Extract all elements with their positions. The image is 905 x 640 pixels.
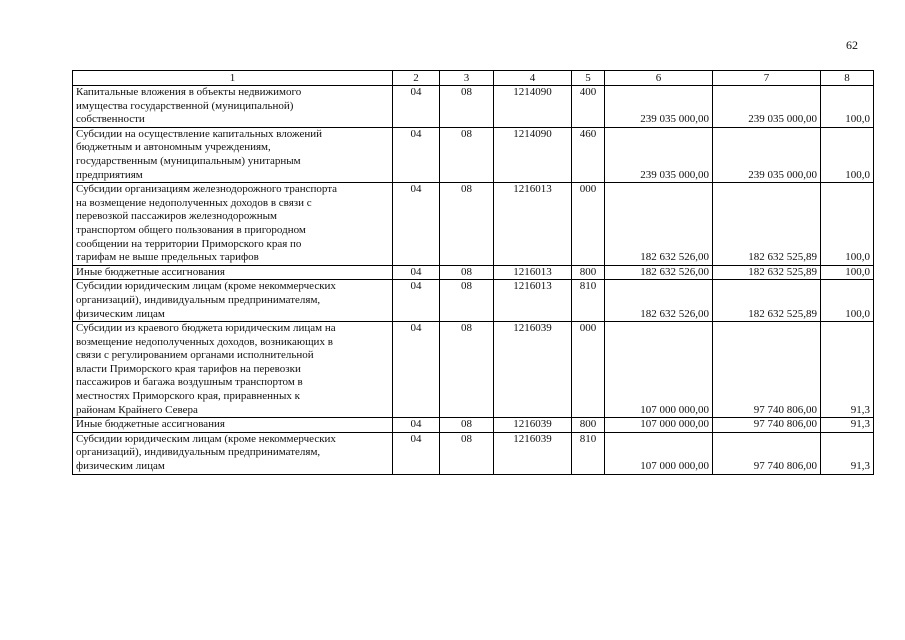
table-row [73, 418, 874, 433]
expense-type-code: 000 [572, 322, 605, 418]
execution-percent: 100,0 [821, 280, 874, 322]
table-row [73, 86, 874, 128]
actual-amount: 182 632 525,89 [713, 183, 821, 266]
target-article-code: 1216013 [494, 183, 572, 266]
section-code: 04 [393, 280, 440, 322]
description-line: Субсидии на осуществление капитальных вложений [76, 127, 322, 140]
target-article-code: 1216013 [494, 280, 572, 322]
expense-type-code: 800 [572, 265, 605, 280]
planned-amount: 239 035 000,00 [605, 127, 713, 182]
planned-amount: 107 000 000,00 [605, 418, 713, 433]
actual-amount: 239 035 000,00 [713, 86, 821, 128]
table-row [73, 183, 874, 266]
description-line: физическим лицам [76, 460, 165, 473]
subsection-code: 08 [440, 322, 494, 418]
description-line: перевозкой пассажиров железнодорожным [76, 210, 277, 223]
subsection-code: 08 [440, 183, 494, 266]
expense-type-code: 400 [572, 86, 605, 128]
section-code: 04 [393, 418, 440, 433]
description-line: Субсидии организациям железнодорожного транспорта [76, 183, 338, 196]
description-line: Капитальные вложения в объекты недвижимого [76, 86, 302, 98]
execution-percent: 100,0 [821, 86, 874, 128]
section-code: 04 [393, 265, 440, 280]
description-line: районам Крайнего Севера [76, 403, 198, 416]
row-description [73, 280, 393, 322]
planned-amount: 107 000 000,00 [605, 432, 713, 474]
column-number: 5 [572, 71, 605, 86]
column-number: 2 [393, 71, 440, 86]
description-line: транспортом общего пользования в пригородном [76, 223, 306, 236]
table-row [73, 127, 874, 182]
planned-amount: 107 000 000,00 [605, 322, 713, 418]
column-number: 1 [73, 71, 393, 86]
column-number: 7 [713, 71, 821, 86]
column-number: 6 [605, 71, 713, 86]
column-number: 3 [440, 71, 494, 86]
expense-type-code: 810 [572, 280, 605, 322]
execution-percent: 91,3 [821, 432, 874, 474]
description-line: Субсидии юридическим лицам (кроме некоммерческих [76, 432, 336, 445]
description-line: пассажиров и багажа воздушным транспортом в [76, 376, 303, 389]
expense-type-code: 460 [572, 127, 605, 182]
description-line: предприятиям [76, 168, 143, 181]
description-line: на возмещение недополученных доходов в связи с [76, 196, 312, 209]
row-description [73, 86, 393, 128]
actual-amount: 97 740 806,00 [713, 432, 821, 474]
column-number: 4 [494, 71, 572, 86]
section-code: 04 [393, 86, 440, 128]
description-line: тарифам не выше предельных тарифов [76, 251, 259, 264]
column-number: 8 [821, 71, 874, 86]
target-article-code: 1216039 [494, 418, 572, 433]
table-row [73, 432, 874, 474]
planned-amount: 239 035 000,00 [605, 86, 713, 128]
expense-type-code: 810 [572, 432, 605, 474]
expense-type-code: 800 [572, 418, 605, 433]
subsection-code: 08 [440, 86, 494, 128]
planned-amount: 182 632 526,00 [605, 280, 713, 322]
row-description [73, 265, 393, 280]
description-line: сообщении на территории Приморского края по [76, 237, 302, 250]
row-description [73, 322, 393, 418]
description-line: Иные бюджетные ассигнования [76, 265, 225, 278]
row-description [73, 183, 393, 266]
target-article-code: 1216039 [494, 322, 572, 418]
table-row [73, 280, 874, 322]
description-line: связи с регулированием органами исполнительной [76, 349, 314, 362]
planned-amount: 182 632 526,00 [605, 265, 713, 280]
description-line: государственным (муниципальным) унитарным [76, 154, 301, 167]
execution-percent: 91,3 [821, 322, 874, 418]
subsection-code: 08 [440, 265, 494, 280]
row-description [73, 418, 393, 433]
execution-percent: 100,0 [821, 127, 874, 182]
description-line: местностях Приморского края, приравненных к [76, 390, 300, 403]
target-article-code: 1214090 [494, 86, 572, 128]
actual-amount: 97 740 806,00 [713, 418, 821, 433]
description-line: имущества государственной (муниципальной) [76, 99, 294, 112]
actual-amount: 182 632 525,89 [713, 280, 821, 322]
description-line: Субсидии из краевого бюджета юридическим лицам на [76, 322, 336, 335]
execution-percent: 91,3 [821, 418, 874, 433]
actual-amount: 97 740 806,00 [713, 322, 821, 418]
actual-amount: 182 632 525,89 [713, 265, 821, 280]
description-line: собственности [76, 113, 145, 126]
subsection-code: 08 [440, 418, 494, 433]
expense-type-code: 000 [572, 183, 605, 266]
description-line: физическим лицам [76, 307, 165, 320]
subsection-code: 08 [440, 280, 494, 322]
section-code: 04 [393, 432, 440, 474]
target-article-code: 1216039 [494, 432, 572, 474]
table-row [73, 265, 874, 280]
description-line: бюджетным и автономным учреждениям, [76, 141, 271, 154]
execution-percent: 100,0 [821, 265, 874, 280]
subsection-code: 08 [440, 127, 494, 182]
description-line: Иные бюджетные ассигнования [76, 418, 225, 431]
row-description [73, 432, 393, 474]
budget-table [72, 70, 874, 475]
target-article-code: 1214090 [494, 127, 572, 182]
description-line: возмещение недополученных доходов, возникающих в [76, 335, 333, 348]
description-line: Субсидии юридическим лицам (кроме некоммерческих [76, 280, 336, 293]
row-description [73, 127, 393, 182]
description-line: организаций), индивидуальным предпринимателям, [76, 446, 321, 459]
section-code: 04 [393, 127, 440, 182]
description-line: организаций), индивидуальным предпринимателям, [76, 293, 321, 306]
section-code: 04 [393, 322, 440, 418]
page-number: 62 [846, 38, 858, 52]
section-code: 04 [393, 183, 440, 266]
planned-amount: 182 632 526,00 [605, 183, 713, 266]
column-number-row [73, 71, 874, 86]
description-line: власти Приморского края тарифов на перевозки [76, 362, 301, 375]
table-row [73, 322, 874, 418]
target-article-code: 1216013 [494, 265, 572, 280]
execution-percent: 100,0 [821, 183, 874, 266]
actual-amount: 239 035 000,00 [713, 127, 821, 182]
subsection-code: 08 [440, 432, 494, 474]
